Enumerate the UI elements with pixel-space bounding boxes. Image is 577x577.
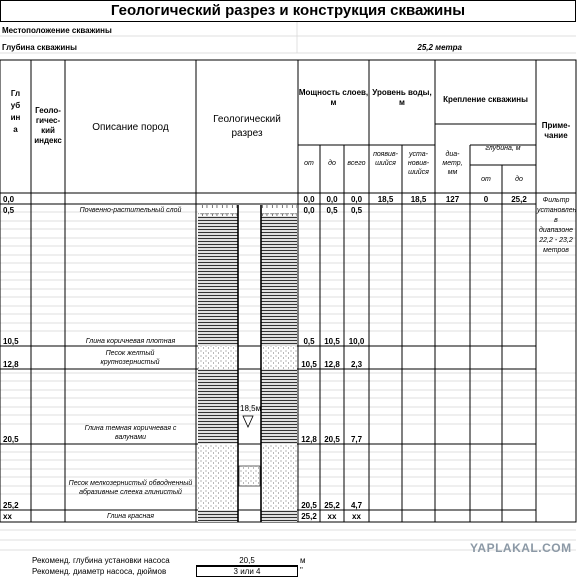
header-casing-from: от <box>481 176 491 183</box>
header-thickness-total: всего <box>347 160 366 167</box>
to-cell: 0,5 <box>326 206 338 215</box>
from-cell: 25,2 <box>301 512 317 521</box>
header-casing-to: до <box>515 176 523 183</box>
watermark-logo: YAPLAKAL.COM <box>470 541 572 555</box>
total-cell: 0,5 <box>350 206 363 215</box>
header-casing-diameter: диа-метр, мм <box>442 151 463 176</box>
total-cell: 10,0 <box>348 337 365 346</box>
description-cell: Глина темная коричневая с валунами <box>84 425 177 441</box>
from-cell: 0,5 <box>303 337 315 346</box>
depth-cell: 20,5 <box>3 435 19 444</box>
depth-cell: хх <box>3 512 12 521</box>
header-depth: Глубина <box>10 89 21 134</box>
header-water-level: Уровень воды, м <box>372 88 432 107</box>
to-cell: хх <box>327 512 337 521</box>
header-casing: Крепление скважины <box>443 95 528 104</box>
diameter-cell: 127 <box>445 195 460 204</box>
depth-cell: 25,2 <box>3 501 19 510</box>
pump-diameter-unit: " <box>300 566 303 575</box>
water-established-cell: 18,5 <box>410 195 427 204</box>
depth-value: 25,2 метра <box>417 43 462 52</box>
header-thickness-from: от <box>304 160 314 167</box>
to-cell: 25,2 <box>324 501 340 510</box>
from-cell: 10,5 <box>301 360 317 369</box>
total-cell: 7,7 <box>350 435 363 444</box>
description-cell: Песок желтый крупнозернистый <box>100 350 160 366</box>
depth-label: Глубина скважины <box>2 43 77 52</box>
depth-cell: 10,5 <box>3 337 19 346</box>
from-cell: 12,8 <box>301 435 317 444</box>
pump-depth-label: Рекоменд. глубина установки насоса <box>32 556 170 565</box>
from-cell: 0,0 <box>303 195 315 204</box>
water-appeared-cell: 18,5 <box>377 195 394 204</box>
header-geo-index: Геоло-гичес-кий индекс <box>34 106 62 145</box>
page-title: Геологический разрез и конструкция скважины <box>0 0 576 22</box>
header-thickness-to: до <box>328 160 336 167</box>
from-cell: 20,5 <box>301 501 317 510</box>
to-cell: 20,5 <box>324 435 340 444</box>
header-water-appeared: появив-шийся <box>373 151 398 167</box>
pump-depth-value: 20,5 <box>196 556 298 566</box>
casing-to-cell: 25,2 <box>511 195 527 204</box>
header-section: Геологический разрез <box>213 114 281 139</box>
description-cell: Почвенно-растительный слой <box>79 207 182 214</box>
header-thickness: Мощность слоев, м <box>298 88 369 107</box>
pump-diameter-label: Рекоменд. диаметр насоса, дюймов <box>32 567 167 576</box>
depth-cell: 12,8 <box>3 360 19 369</box>
header-casing-depth: глубина, м <box>485 145 521 152</box>
description-cell: Глина коричневая плотная <box>85 338 176 345</box>
header-note: Приме-чание <box>541 121 571 140</box>
pump-depth-unit: м <box>300 556 306 565</box>
header-description: Описание пород <box>92 122 169 133</box>
header-water-established: уста-новив-шийся <box>407 151 430 176</box>
description-cell: Песок мелкозернистый обводненный абразивные слеека глинистый <box>68 480 193 496</box>
pump-diameter-value: 3 или 4 <box>196 566 298 577</box>
total-cell: 0,0 <box>350 195 363 204</box>
geological-section <box>198 205 297 522</box>
total-cell: 4,7 <box>350 501 363 510</box>
location-label: Местоположение скважины <box>2 26 112 35</box>
depth-cell: 0,0 <box>3 195 15 204</box>
to-cell: 10,5 <box>324 337 340 346</box>
note-text: Фильтр установлен в диапазоне 22,2 - 23,2 метров <box>537 197 577 254</box>
total-cell: хх <box>352 512 361 521</box>
filter-screen <box>239 466 260 486</box>
to-cell: 0,0 <box>326 195 338 204</box>
to-cell: 12,8 <box>324 360 340 369</box>
depth-cell: 0,5 <box>3 206 15 215</box>
water-level-marker-icon <box>243 416 253 427</box>
casing-from-cell: 0 <box>483 195 489 204</box>
total-cell: 2,3 <box>350 360 363 369</box>
description-cell: Глина красная <box>106 513 155 520</box>
water-level-label: 18,5м <box>240 404 262 413</box>
from-cell: 0,0 <box>303 206 315 215</box>
